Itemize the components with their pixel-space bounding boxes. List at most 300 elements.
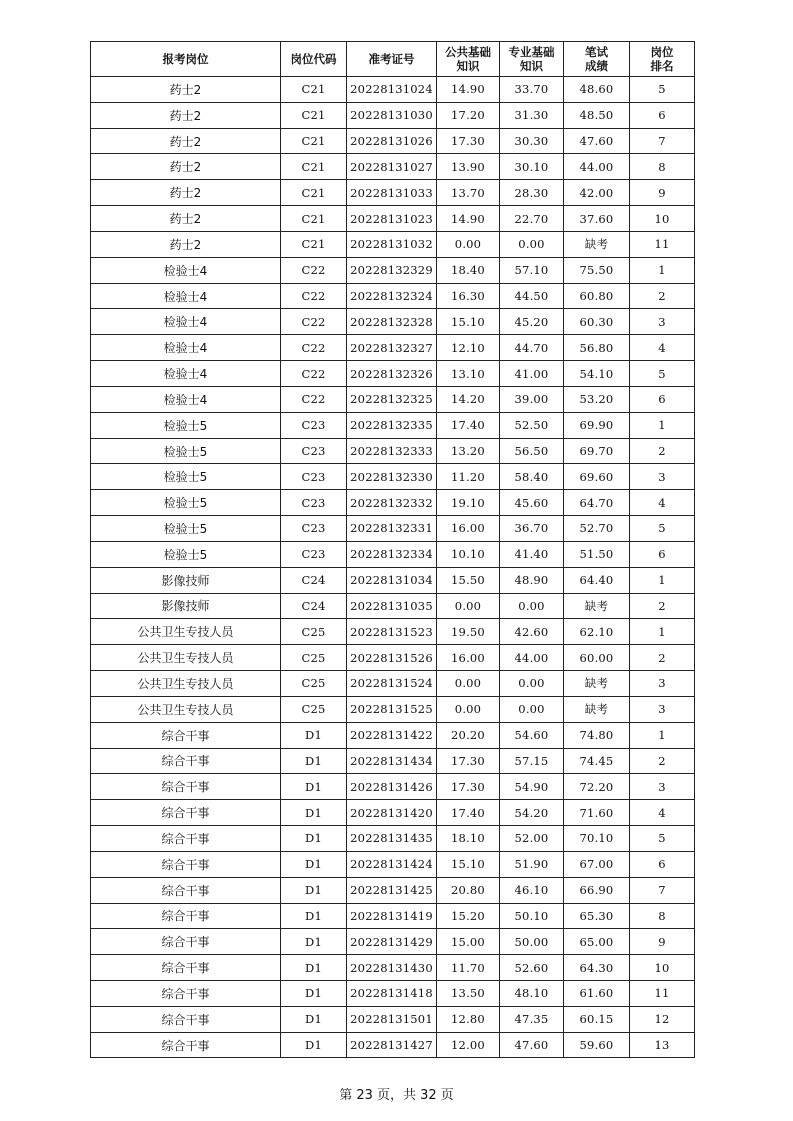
code-cell: C22 xyxy=(281,361,347,387)
table-row xyxy=(91,128,695,154)
code-cell: C23 xyxy=(281,464,347,490)
ticket-cell: 20228131501 xyxy=(347,1006,437,1032)
written-score-cell: 66.90 xyxy=(564,877,630,903)
position-cell: 综合干事 xyxy=(91,877,281,903)
rank-cell: 3 xyxy=(630,671,695,697)
rank-cell: 8 xyxy=(630,903,695,929)
professional-score-cell: 50.10 xyxy=(500,903,564,929)
ticket-cell: 20228131526 xyxy=(347,645,437,671)
ticket-cell: 20228131027 xyxy=(347,154,437,180)
written-score-cell: 64.70 xyxy=(564,490,630,516)
public-score-cell: 16.00 xyxy=(437,645,500,671)
table-row xyxy=(91,361,695,387)
written-score-cell: 48.60 xyxy=(564,77,630,103)
public-score-cell: 13.50 xyxy=(437,980,500,1006)
position-cell: 综合干事 xyxy=(91,1032,281,1058)
code-cell: C21 xyxy=(281,180,347,206)
ticket-cell: 20228131524 xyxy=(347,671,437,697)
code-cell: D1 xyxy=(281,929,347,955)
position-cell: 综合干事 xyxy=(91,722,281,748)
ticket-cell: 20228131424 xyxy=(347,851,437,877)
written-score-cell: 51.50 xyxy=(564,541,630,567)
public-score-cell: 17.20 xyxy=(437,102,500,128)
table-row xyxy=(91,77,695,103)
code-cell: D1 xyxy=(281,1006,347,1032)
rank-cell: 9 xyxy=(630,180,695,206)
table-row xyxy=(91,386,695,412)
professional-score-cell: 0.00 xyxy=(500,593,564,619)
written-score-cell: 67.00 xyxy=(564,851,630,877)
public-score-cell: 14.90 xyxy=(437,77,500,103)
code-cell: C25 xyxy=(281,619,347,645)
code-cell: C21 xyxy=(281,231,347,257)
written-score-cell: 52.70 xyxy=(564,516,630,542)
professional-score-cell: 31.30 xyxy=(500,102,564,128)
table-row xyxy=(91,851,695,877)
professional-score-cell: 44.50 xyxy=(500,283,564,309)
professional-score-cell: 52.00 xyxy=(500,826,564,852)
professional-score-cell: 54.60 xyxy=(500,722,564,748)
ticket-cell: 20228131419 xyxy=(347,903,437,929)
table-row xyxy=(91,748,695,774)
position-cell: 公共卫生专技人员 xyxy=(91,696,281,722)
written-score-cell: 54.10 xyxy=(564,361,630,387)
professional-score-cell: 33.70 xyxy=(500,77,564,103)
table-row xyxy=(91,877,695,903)
ticket-cell: 20228131418 xyxy=(347,980,437,1006)
position-cell: 检验士5 xyxy=(91,464,281,490)
written-score-cell: 47.60 xyxy=(564,128,630,154)
written-score-cell: 69.70 xyxy=(564,438,630,464)
professional-score-cell: 22.70 xyxy=(500,206,564,232)
public-score-cell: 16.30 xyxy=(437,283,500,309)
code-cell: C23 xyxy=(281,541,347,567)
code-cell: C21 xyxy=(281,102,347,128)
position-cell: 检验士5 xyxy=(91,438,281,464)
rank-cell: 11 xyxy=(630,980,695,1006)
professional-score-cell: 47.35 xyxy=(500,1006,564,1032)
table-row xyxy=(91,283,695,309)
professional-score-cell: 46.10 xyxy=(500,877,564,903)
position-cell: 药士2 xyxy=(91,102,281,128)
public-score-cell: 19.10 xyxy=(437,490,500,516)
table-row xyxy=(91,980,695,1006)
position-cell: 综合干事 xyxy=(91,903,281,929)
code-cell: C25 xyxy=(281,671,347,697)
written-score-cell: 72.20 xyxy=(564,774,630,800)
rank-cell: 3 xyxy=(630,696,695,722)
rank-cell: 10 xyxy=(630,955,695,981)
public-score-cell: 15.50 xyxy=(437,567,500,593)
code-cell: C25 xyxy=(281,696,347,722)
table-row xyxy=(91,671,695,697)
professional-score-cell: 0.00 xyxy=(500,671,564,697)
written-score-cell: 64.30 xyxy=(564,955,630,981)
position-cell: 检验士5 xyxy=(91,412,281,438)
professional-score-cell: 48.90 xyxy=(500,567,564,593)
code-cell: D1 xyxy=(281,800,347,826)
ticket-cell: 20228131425 xyxy=(347,877,437,903)
position-cell: 药士2 xyxy=(91,77,281,103)
code-cell: D1 xyxy=(281,980,347,1006)
position-cell: 检验士4 xyxy=(91,386,281,412)
rank-cell: 7 xyxy=(630,877,695,903)
header-position: 报考岗位 xyxy=(91,42,281,77)
position-cell: 检验士4 xyxy=(91,283,281,309)
ticket-cell: 20228131525 xyxy=(347,696,437,722)
public-score-cell: 16.00 xyxy=(437,516,500,542)
header-professional-knowledge: 专业基础 知识 xyxy=(500,42,564,77)
rank-cell: 8 xyxy=(630,154,695,180)
code-cell: C22 xyxy=(281,283,347,309)
public-score-cell: 19.50 xyxy=(437,619,500,645)
ticket-cell: 20228132335 xyxy=(347,412,437,438)
professional-score-cell: 58.40 xyxy=(500,464,564,490)
written-score-cell: 缺考 xyxy=(564,696,630,722)
table-row xyxy=(91,335,695,361)
rank-cell: 2 xyxy=(630,645,695,671)
public-score-cell: 0.00 xyxy=(437,593,500,619)
rank-cell: 2 xyxy=(630,438,695,464)
code-cell: C25 xyxy=(281,645,347,671)
public-score-cell: 18.10 xyxy=(437,826,500,852)
professional-score-cell: 52.60 xyxy=(500,955,564,981)
table-row xyxy=(91,154,695,180)
rank-cell: 3 xyxy=(630,309,695,335)
position-cell: 综合干事 xyxy=(91,955,281,981)
professional-score-cell: 52.50 xyxy=(500,412,564,438)
public-score-cell: 18.40 xyxy=(437,257,500,283)
ticket-cell: 20228131523 xyxy=(347,619,437,645)
public-score-cell: 13.20 xyxy=(437,438,500,464)
position-cell: 药士2 xyxy=(91,231,281,257)
rank-cell: 1 xyxy=(630,257,695,283)
code-cell: D1 xyxy=(281,748,347,774)
professional-score-cell: 30.30 xyxy=(500,128,564,154)
professional-score-cell: 45.60 xyxy=(500,490,564,516)
code-cell: D1 xyxy=(281,722,347,748)
written-score-cell: 71.60 xyxy=(564,800,630,826)
code-cell: C24 xyxy=(281,567,347,593)
written-score-cell: 37.60 xyxy=(564,206,630,232)
written-score-cell: 60.30 xyxy=(564,309,630,335)
code-cell: C22 xyxy=(281,309,347,335)
table-row xyxy=(91,903,695,929)
code-cell: C22 xyxy=(281,335,347,361)
ticket-cell: 20228132326 xyxy=(347,361,437,387)
public-score-cell: 17.30 xyxy=(437,128,500,154)
written-score-cell: 42.00 xyxy=(564,180,630,206)
table-row xyxy=(91,722,695,748)
position-cell: 检验士4 xyxy=(91,335,281,361)
rank-cell: 5 xyxy=(630,77,695,103)
professional-score-cell: 57.10 xyxy=(500,257,564,283)
position-cell: 综合干事 xyxy=(91,826,281,852)
rank-cell: 10 xyxy=(630,206,695,232)
position-cell: 公共卫生专技人员 xyxy=(91,671,281,697)
public-score-cell: 12.10 xyxy=(437,335,500,361)
position-cell: 综合干事 xyxy=(91,774,281,800)
professional-score-cell: 57.15 xyxy=(500,748,564,774)
table-row xyxy=(91,412,695,438)
position-cell: 药士2 xyxy=(91,154,281,180)
public-score-cell: 15.10 xyxy=(437,309,500,335)
public-score-cell: 0.00 xyxy=(437,671,500,697)
table-row xyxy=(91,180,695,206)
table-body xyxy=(91,77,695,1058)
public-score-cell: 10.10 xyxy=(437,541,500,567)
code-cell: D1 xyxy=(281,877,347,903)
ticket-cell: 20228131035 xyxy=(347,593,437,619)
ticket-cell: 20228131023 xyxy=(347,206,437,232)
public-score-cell: 12.80 xyxy=(437,1006,500,1032)
ticket-cell: 20228131420 xyxy=(347,800,437,826)
ticket-cell: 20228131026 xyxy=(347,128,437,154)
table-row xyxy=(91,516,695,542)
code-cell: C22 xyxy=(281,257,347,283)
rank-cell: 6 xyxy=(630,541,695,567)
position-cell: 公共卫生专技人员 xyxy=(91,619,281,645)
position-cell: 综合干事 xyxy=(91,748,281,774)
ticket-cell: 20228132331 xyxy=(347,516,437,542)
rank-cell: 2 xyxy=(630,748,695,774)
professional-score-cell: 28.30 xyxy=(500,180,564,206)
ticket-cell: 20228132334 xyxy=(347,541,437,567)
public-score-cell: 0.00 xyxy=(437,231,500,257)
code-cell: C23 xyxy=(281,412,347,438)
code-cell: D1 xyxy=(281,955,347,981)
code-cell: C21 xyxy=(281,154,347,180)
ticket-cell: 20228132333 xyxy=(347,438,437,464)
ticket-cell: 20228131422 xyxy=(347,722,437,748)
table-row xyxy=(91,490,695,516)
table-row xyxy=(91,593,695,619)
position-cell: 影像技师 xyxy=(91,593,281,619)
position-cell: 公共卫生专技人员 xyxy=(91,645,281,671)
public-score-cell: 20.80 xyxy=(437,877,500,903)
professional-score-cell: 0.00 xyxy=(500,231,564,257)
ticket-cell: 20228131434 xyxy=(347,748,437,774)
score-table xyxy=(90,41,695,1058)
written-score-cell: 75.50 xyxy=(564,257,630,283)
written-score-cell: 60.00 xyxy=(564,645,630,671)
code-cell: D1 xyxy=(281,774,347,800)
ticket-cell: 20228132332 xyxy=(347,490,437,516)
table-row xyxy=(91,567,695,593)
written-score-cell: 74.45 xyxy=(564,748,630,774)
professional-score-cell: 39.00 xyxy=(500,386,564,412)
professional-score-cell: 41.00 xyxy=(500,361,564,387)
code-cell: D1 xyxy=(281,903,347,929)
score-sheet xyxy=(90,41,694,1058)
professional-score-cell: 50.00 xyxy=(500,929,564,955)
rank-cell: 1 xyxy=(630,722,695,748)
header-ticket: 准考证号 xyxy=(347,42,437,77)
written-score-cell: 缺考 xyxy=(564,231,630,257)
ticket-cell: 20228131427 xyxy=(347,1032,437,1058)
table-row xyxy=(91,1032,695,1058)
written-score-cell: 44.00 xyxy=(564,154,630,180)
position-cell: 药士2 xyxy=(91,128,281,154)
table-row xyxy=(91,464,695,490)
rank-cell: 4 xyxy=(630,800,695,826)
table-row xyxy=(91,1006,695,1032)
public-score-cell: 17.40 xyxy=(437,412,500,438)
professional-score-cell: 54.90 xyxy=(500,774,564,800)
public-score-cell: 17.30 xyxy=(437,774,500,800)
rank-cell: 1 xyxy=(630,619,695,645)
code-cell: D1 xyxy=(281,1032,347,1058)
code-cell: C21 xyxy=(281,206,347,232)
code-cell: C23 xyxy=(281,516,347,542)
rank-cell: 1 xyxy=(630,412,695,438)
position-cell: 检验士5 xyxy=(91,516,281,542)
code-cell: C22 xyxy=(281,386,347,412)
rank-cell: 6 xyxy=(630,386,695,412)
rank-cell: 2 xyxy=(630,283,695,309)
table-row xyxy=(91,541,695,567)
public-score-cell: 17.40 xyxy=(437,800,500,826)
public-score-cell: 17.30 xyxy=(437,748,500,774)
table-row xyxy=(91,206,695,232)
public-score-cell: 13.70 xyxy=(437,180,500,206)
ticket-cell: 20228131032 xyxy=(347,231,437,257)
table-header-row xyxy=(91,42,695,77)
table-row xyxy=(91,955,695,981)
ticket-cell: 20228131030 xyxy=(347,102,437,128)
header-public-knowledge: 公共基础 知识 xyxy=(437,42,500,77)
table-row xyxy=(91,257,695,283)
code-cell: C21 xyxy=(281,128,347,154)
written-score-cell: 65.00 xyxy=(564,929,630,955)
written-score-cell: 61.60 xyxy=(564,980,630,1006)
public-score-cell: 11.20 xyxy=(437,464,500,490)
position-cell: 综合干事 xyxy=(91,929,281,955)
ticket-cell: 20228131024 xyxy=(347,77,437,103)
position-cell: 综合干事 xyxy=(91,980,281,1006)
ticket-cell: 20228131430 xyxy=(347,955,437,981)
ticket-cell: 20228132328 xyxy=(347,309,437,335)
position-cell: 综合干事 xyxy=(91,800,281,826)
rank-cell: 4 xyxy=(630,490,695,516)
rank-cell: 5 xyxy=(630,826,695,852)
public-score-cell: 11.70 xyxy=(437,955,500,981)
table-row xyxy=(91,774,695,800)
rank-cell: 5 xyxy=(630,516,695,542)
position-cell: 检验士5 xyxy=(91,490,281,516)
written-score-cell: 69.90 xyxy=(564,412,630,438)
header-rank: 岗位 排名 xyxy=(630,42,695,77)
code-cell: D1 xyxy=(281,826,347,852)
ticket-cell: 20228132324 xyxy=(347,283,437,309)
ticket-cell: 20228132330 xyxy=(347,464,437,490)
ticket-cell: 20228131033 xyxy=(347,180,437,206)
written-score-cell: 70.10 xyxy=(564,826,630,852)
position-cell: 药士2 xyxy=(91,180,281,206)
code-cell: C21 xyxy=(281,77,347,103)
written-score-cell: 缺考 xyxy=(564,593,630,619)
professional-score-cell: 41.40 xyxy=(500,541,564,567)
written-score-cell: 53.20 xyxy=(564,386,630,412)
table-row xyxy=(91,619,695,645)
professional-score-cell: 51.90 xyxy=(500,851,564,877)
written-score-cell: 48.50 xyxy=(564,102,630,128)
rank-cell: 6 xyxy=(630,851,695,877)
code-cell: C23 xyxy=(281,438,347,464)
written-score-cell: 64.40 xyxy=(564,567,630,593)
professional-score-cell: 44.70 xyxy=(500,335,564,361)
position-cell: 影像技师 xyxy=(91,567,281,593)
written-score-cell: 56.80 xyxy=(564,335,630,361)
table-row xyxy=(91,929,695,955)
professional-score-cell: 47.60 xyxy=(500,1032,564,1058)
professional-score-cell: 30.10 xyxy=(500,154,564,180)
rank-cell: 3 xyxy=(630,464,695,490)
rank-cell: 9 xyxy=(630,929,695,955)
rank-cell: 4 xyxy=(630,335,695,361)
page-footer: 第 23 页，共 32 页 xyxy=(339,1088,454,1103)
table-row xyxy=(91,309,695,335)
written-score-cell: 59.60 xyxy=(564,1032,630,1058)
public-score-cell: 0.00 xyxy=(437,696,500,722)
ticket-cell: 20228131426 xyxy=(347,774,437,800)
ticket-cell: 20228131034 xyxy=(347,567,437,593)
professional-score-cell: 44.00 xyxy=(500,645,564,671)
rank-cell: 7 xyxy=(630,128,695,154)
written-score-cell: 60.15 xyxy=(564,1006,630,1032)
table-row xyxy=(91,438,695,464)
written-score-cell: 65.30 xyxy=(564,903,630,929)
rank-cell: 5 xyxy=(630,361,695,387)
public-score-cell: 14.90 xyxy=(437,206,500,232)
professional-score-cell: 42.60 xyxy=(500,619,564,645)
table-row xyxy=(91,231,695,257)
code-cell: D1 xyxy=(281,851,347,877)
table-row xyxy=(91,800,695,826)
position-cell: 综合干事 xyxy=(91,1006,281,1032)
code-cell: C24 xyxy=(281,593,347,619)
professional-score-cell: 48.10 xyxy=(500,980,564,1006)
public-score-cell: 12.00 xyxy=(437,1032,500,1058)
position-cell: 综合干事 xyxy=(91,851,281,877)
rank-cell: 12 xyxy=(630,1006,695,1032)
written-score-cell: 69.60 xyxy=(564,464,630,490)
public-score-cell: 14.20 xyxy=(437,386,500,412)
rank-cell: 2 xyxy=(630,593,695,619)
professional-score-cell: 54.20 xyxy=(500,800,564,826)
ticket-cell: 20228132329 xyxy=(347,257,437,283)
ticket-cell: 20228132327 xyxy=(347,335,437,361)
written-score-cell: 缺考 xyxy=(564,671,630,697)
professional-score-cell: 36.70 xyxy=(500,516,564,542)
ticket-cell: 20228132325 xyxy=(347,386,437,412)
position-cell: 检验士4 xyxy=(91,361,281,387)
public-score-cell: 15.20 xyxy=(437,903,500,929)
position-cell: 药士2 xyxy=(91,206,281,232)
rank-cell: 13 xyxy=(630,1032,695,1058)
position-cell: 检验士4 xyxy=(91,257,281,283)
rank-cell: 6 xyxy=(630,102,695,128)
rank-cell: 3 xyxy=(630,774,695,800)
public-score-cell: 15.00 xyxy=(437,929,500,955)
table-row xyxy=(91,102,695,128)
public-score-cell: 20.20 xyxy=(437,722,500,748)
header-code: 岗位代码 xyxy=(281,42,347,77)
table-row xyxy=(91,645,695,671)
written-score-cell: 60.80 xyxy=(564,283,630,309)
public-score-cell: 13.10 xyxy=(437,361,500,387)
public-score-cell: 13.90 xyxy=(437,154,500,180)
